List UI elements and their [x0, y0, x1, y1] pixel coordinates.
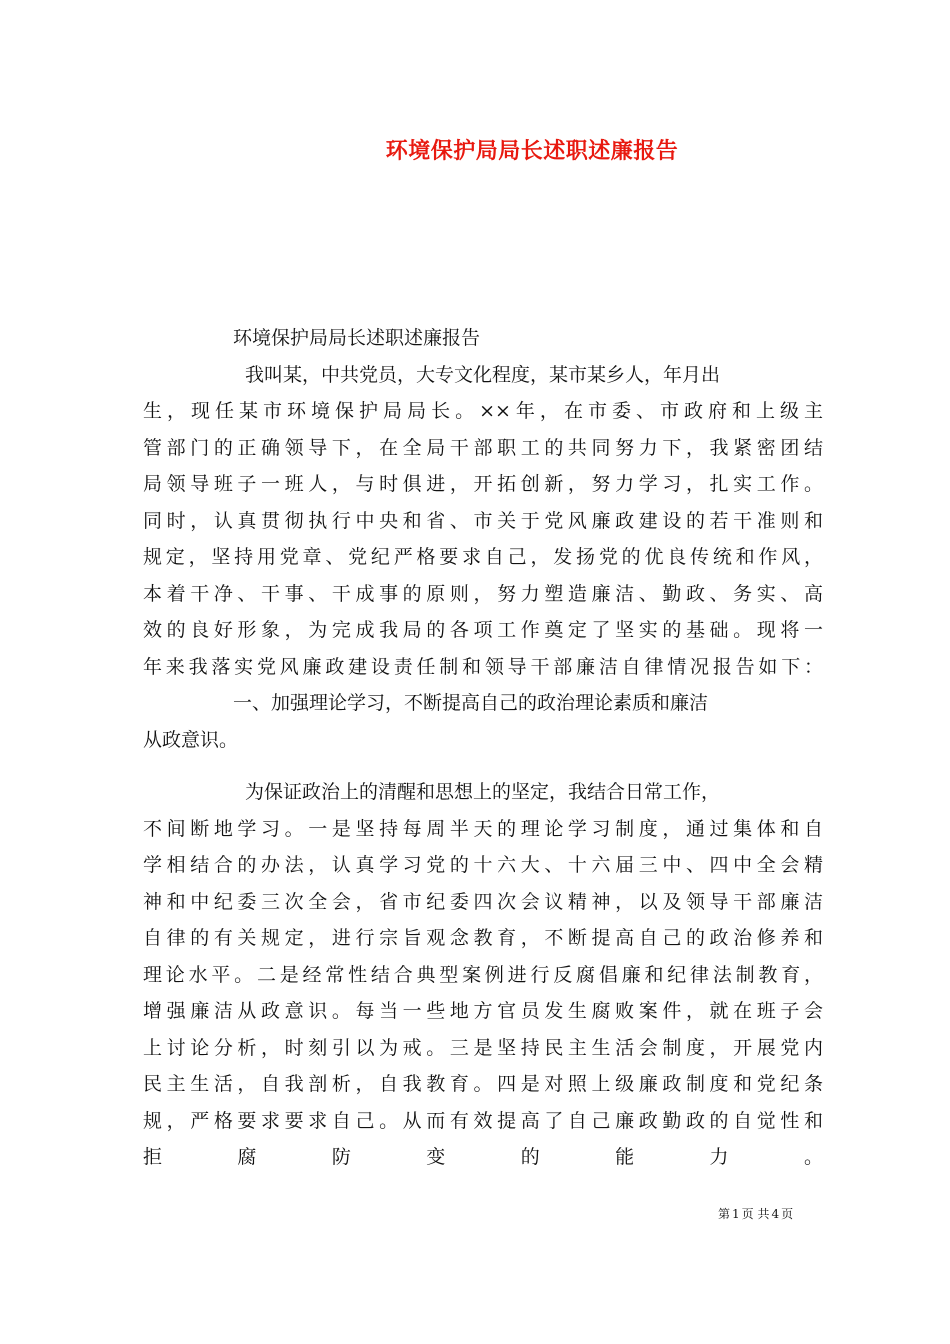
paragraph-line: 理论水平。二是经常性结合典型案例进行反腐倡廉和纪律法制教育，: [143, 963, 823, 986]
paragraph-line: 规，严格要求要求自己。从而有效提高了自己廉政勤政的自觉性和: [143, 1109, 823, 1132]
paragraph-line: 神和中纪委三次全会，省市纪委四次会议精神，以及领导干部廉洁: [143, 890, 823, 913]
paragraph-line: 自律的有关规定，进行宗旨观念教育，不断提高自己的政治修养和: [143, 927, 823, 949]
paragraph-line: 同时，认真贯彻执行中央和省、市关于党风廉政建设的若干准则和: [143, 509, 823, 532]
footer-total-pages: 4: [771, 1207, 780, 1221]
paragraph-line: 为保证政治上的清醒和思想上的坚定，我结合日常工作，: [245, 781, 721, 803]
footer-page-number: 1: [732, 1207, 740, 1221]
paragraph-line: 规定，坚持用党章、党纪严格要求自己，发扬党的优良传统和作风，: [143, 546, 823, 568]
footer-middle: 页 共: [741, 1207, 770, 1221]
paragraph-line: 拒腐防变的能力。: [143, 1146, 823, 1168]
paragraph-line: 局领导班子一班人，与时俱进，开拓创新，努力学习，扎实工作。: [143, 473, 823, 495]
paragraph-line: 学相结合的办法，认真学习党的十六大、十六届三中、四中全会精: [143, 854, 823, 876]
paragraph-line: 上讨论分析，时刻引以为戒。三是坚持民主生活会制度，开展党内: [143, 1036, 823, 1059]
paragraph-line: 增强廉洁从政意识。每当一些地方官员发生腐败案件，就在班子会: [143, 1000, 823, 1022]
paragraph-line: 我叫某，中共党员，大专文化程度，某市某乡人，年月出: [245, 363, 721, 386]
page-footer: [718, 1205, 793, 1222]
section-heading-line: 一、加强理论学习，不断提高自己的政治理论素质和廉洁: [233, 692, 709, 714]
paragraph-line: 生，现任某市环境保护局局长。××年，在市委、市政府和上级主: [143, 400, 823, 422]
paragraph-line: 年来我落实党风廉政建设责任制和领导干部廉洁自律情况报告如下：: [143, 655, 823, 678]
paragraph-line: 效的良好形象，为完成我局的各项工作奠定了坚实的基础。现将一: [143, 619, 823, 641]
section-heading-line: 从政意识。: [143, 728, 239, 751]
paragraph-line: 民主生活，自我剖析，自我教育。四是对照上级廉政制度和党纪条: [143, 1073, 823, 1095]
document-title: 环境保护局局长述职述廉报告: [385, 138, 679, 164]
paragraph-line: 不间断地学习。一是坚持每周半天的理论学习制度，通过集体和自: [143, 817, 823, 840]
document-body: [143, 320, 823, 1212]
footer-suffix: 页: [781, 1207, 794, 1221]
footer-prefix: 第: [718, 1207, 731, 1221]
document-subtitle: 环境保护局局长述职述廉报告: [233, 327, 481, 349]
paragraph-line: 本着干净、干事、干成事的原则，努力塑造廉洁、勤政、务实、高: [143, 582, 823, 605]
paragraph-line: 管部门的正确领导下，在全局干部职工的共同努力下，我紧密团结: [143, 436, 823, 459]
